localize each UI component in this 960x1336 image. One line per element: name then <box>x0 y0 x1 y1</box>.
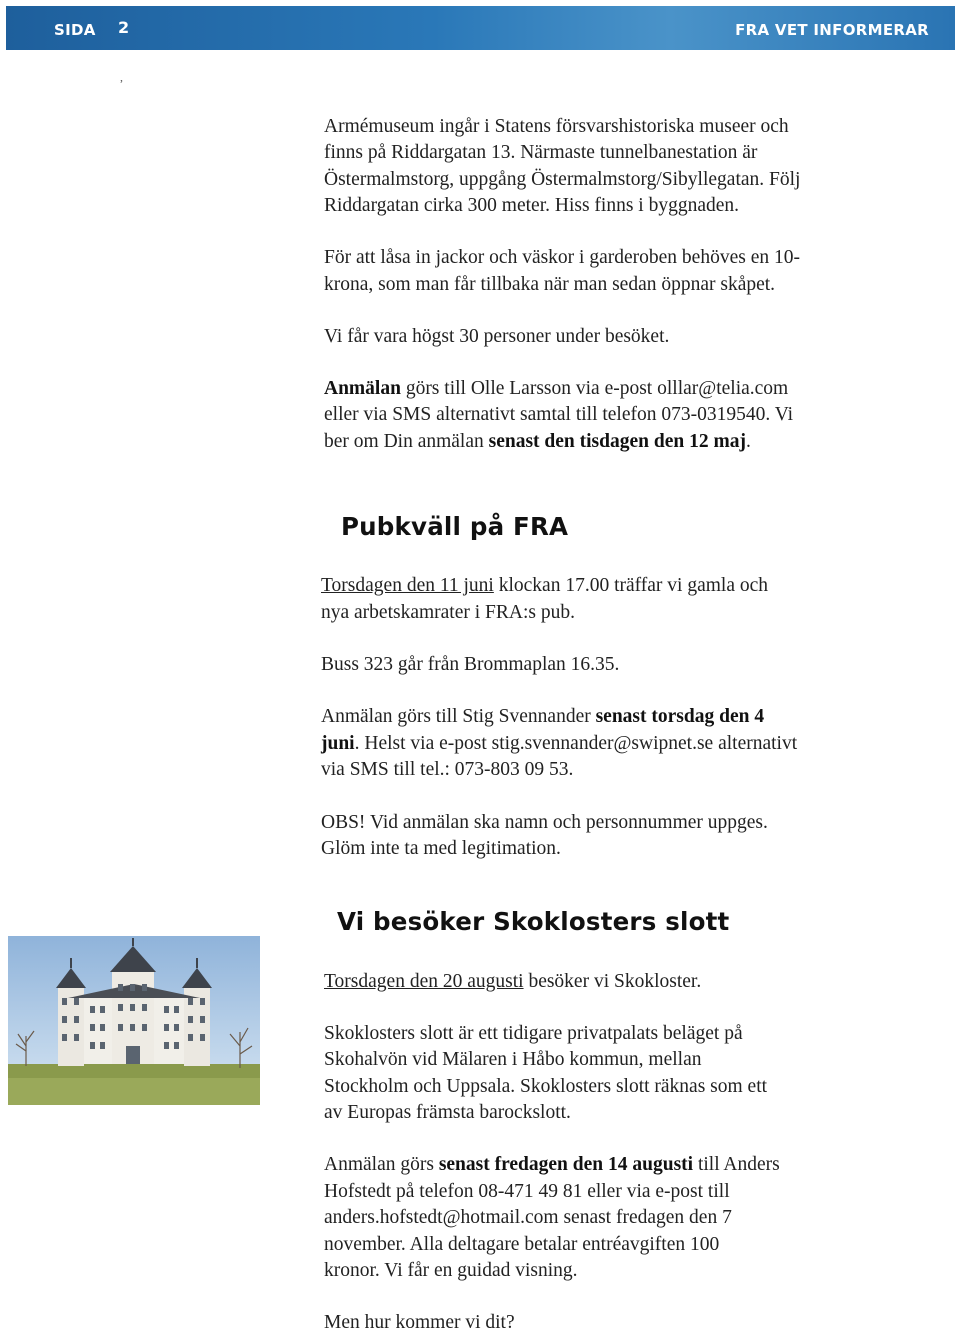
skokloster-date-line <box>324 969 701 995</box>
pub-paragraph-line: nya arbetskamrater i FRA:s pub. <box>321 602 575 623</box>
pub-deadline: senast torsdag den 4 <box>595 706 765 727</box>
skokloster-signup-line: anders.hofstedt@hotmail.com senast fredagen den 7 <box>324 1207 732 1228</box>
museum-paragraph-line: Armémuseum ingår i Statens försvarshistoriska museer och <box>324 116 789 137</box>
pub-text: klockan 17.00 träffar vi gamla och <box>493 575 769 596</box>
skokloster-question: Men hur kommer vi dit? <box>324 1312 515 1333</box>
skokloster-description-line: Stockholm och Uppsala. Skoklosters slott räknas som ett <box>324 1076 768 1097</box>
skokloster-text: till Anders <box>693 1154 780 1175</box>
pub-text: Anmälan görs till Stig Svennander <box>321 706 596 727</box>
page-number: 2 <box>118 18 130 37</box>
skokloster-signup-line: november. Alla deltagare betalar entréavgiften 100 <box>324 1234 720 1255</box>
skokloster-date: Torsdagen den 20 augusti <box>324 971 524 992</box>
header-publication-title: FRA VET INFORMERAR <box>735 21 929 39</box>
museum-signup-line: eller via SMS alternativt samtal till telefon 073-0319540. Vi <box>324 404 794 425</box>
pub-notice-line: Glöm inte ta med legitimation. <box>321 838 561 859</box>
page-header-bar <box>6 6 955 50</box>
museum-paragraph-line: Riddargatan cirka 300 meter. Hiss finns i byggnaden. <box>324 195 740 216</box>
skokloster-heading: Vi besöker Skoklosters slott <box>337 907 730 936</box>
skokloster-description-line: Skohalvön vid Mälaren i Håbo kommun, mellan <box>324 1049 702 1070</box>
pub-paragraph-line <box>321 573 768 599</box>
museum-signup-line <box>324 429 751 455</box>
signup-text: . <box>745 431 751 452</box>
skokloster-text: Anmälan görs <box>324 1154 439 1175</box>
signup-contact-text: görs till Olle Larsson via e-post olllar@telia.com <box>400 378 789 399</box>
museum-capacity-text: Vi får vara högst 30 personer under besöket. <box>324 326 670 347</box>
pub-signup-line: via SMS till tel.: 073-803 09 53. <box>321 759 574 780</box>
pub-deadline: juni <box>321 733 355 754</box>
pub-signup-line <box>321 731 797 757</box>
skokloster-signup-line <box>324 1152 780 1178</box>
pub-bus-text: Buss 323 går från Brommaplan 16.35. <box>321 654 620 675</box>
pub-date: Torsdagen den 11 juni <box>321 575 494 596</box>
signup-deadline: senast den tisdagen den 12 maj <box>488 431 746 452</box>
castle-photo <box>8 936 260 1105</box>
pub-notice-line: OBS! Vid anmälan ska namn och personnummer uppges. <box>321 812 768 833</box>
skokloster-text: besöker vi Skokloster. <box>523 971 702 992</box>
pub-text: . Helst via e-post stig.svennander@swipnet.se alternativt <box>354 733 798 754</box>
museum-signup-line <box>324 376 788 402</box>
skokloster-signup-line: kronor. Vi får en guidad visning. <box>324 1260 578 1281</box>
museum-paragraph-line: finns på Riddargatan 13. Närmaste tunnelbanestation är <box>324 142 758 163</box>
stray-mark: , <box>120 70 123 84</box>
pub-heading: Pubkväll på FRA <box>341 512 569 541</box>
skokloster-signup-line: Hofstedt på telefon 08-471 49 81 eller via e-post till <box>324 1181 730 1202</box>
skokloster-description-line: Skoklosters slott är ett tidigare privatpalats beläget på <box>324 1023 743 1044</box>
pub-signup-line <box>321 704 764 730</box>
museum-paragraph-line: För att låsa in jackor och väskor i garderoben behöves en 10- <box>324 247 800 268</box>
skokloster-description-line: av Europas främsta barockslott. <box>324 1102 571 1123</box>
skokloster-deadline: senast fredagen den 14 augusti <box>438 1154 694 1175</box>
signup-text: ber om Din anmälan <box>324 431 489 452</box>
castle-illustration <box>8 936 260 1105</box>
museum-paragraph-line: krona, som man får tillbaka när man sedan öppnar skåpet. <box>324 274 776 295</box>
header-section-label: SIDA <box>54 21 96 39</box>
museum-paragraph-line: Östermalmstorg, uppgång Östermalmstorg/Sibyllegatan. Följ <box>324 169 801 190</box>
signup-label: Anmälan <box>324 378 401 399</box>
